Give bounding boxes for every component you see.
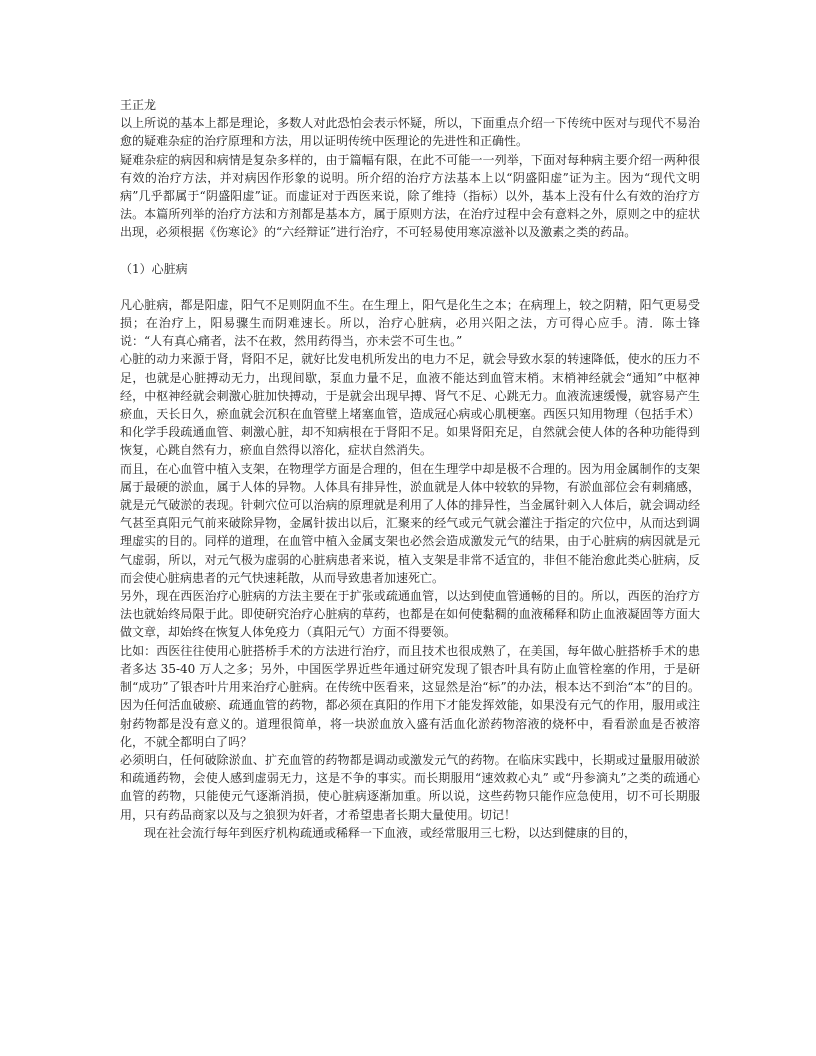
document-page: [120, 96, 700, 842]
body-paragraph: 必须明白，任何破除淤血、扩充血管的药物都是调动或激发元气的药物。在临床实践中，长期或过量服用破淤和疏通药物，会使人感到虚弱无力，这是不争的事实。而长期服用“速效救心丸” 或“丹参滴丸”之类的疏通心血管的药物，只能使元气逐渐消损，使心脏病逐渐加重。所以说，这些药物只能作应急使用，切不可长期服用，只有药品商家以及与之狼狈为奸者，才希望患者长期大量使用。切记！: [120, 752, 700, 822]
intro-section: [120, 114, 700, 241]
section-heading: （1）心脏病: [120, 261, 188, 276]
body-section: [120, 296, 700, 842]
body-paragraph: 心脏的动力来源于肾，肾阳不足，就好比发电机所发出的电力不足，就会导致水泵的转速降低，使水的压力不足，也就是心脏搏动无力，出现间歇，泵血力量不足，血液不能达到血管末梢。末梢神经就会“通知”中枢神经，中枢神经就会刺激心脏加快搏动，于是就会出现早搏、肾气不足、心跳无力。血液流速缓慢，就容易产生瘀血，天长日久，瘀血就会沉积在血管壁上堵塞血管，造成冠心病或心肌梗塞。西医只知用物理（包括手术）和化学手段疏通血管、刺激心脏，却不知病根在于肾阳不足。如果肾阳充足，自然就会使人体的各种功能得到恢复，心跳自然有力，瘀血自然得以溶化，症状自然消失。: [120, 352, 700, 458]
body-paragraph: 比如：西医往往使用心脏搭桥手术的方法进行治疗，而且技术也很成熟了，在美国，每年做心脏搭桥手术的患者多达 35-40 万人之多；另外，中国医学界近些年通过研究发现了银杏叶具有防止血管栓塞的作用，于是研制“成功”了银杏叶片用来治疗心脏病。在传统中医看来，这显然是治“标”的办法，根本达不到治“本”的目的。因为任何活血破瘀、疏通血管的药物，都必须在真阳的作用下才能发挥效能，如果没有元气的作用，服用或注射药物都是没有意义的。道理很简单，将一块淤血放入盛有活血化淤药物溶液的烧杯中，看看淤血是否被溶化，不就全都明白了吗？: [120, 643, 700, 749]
author-name: 王正龙: [120, 98, 157, 112]
body-paragraph: 凡心脏病，都是阳虚，阳气不足则阴血不生。在生理上，阳气是化生之本；在病理上，较之阴精，阳气更易受损；在治疗上，阳易骤生而阴难速长。所以，治疗心脏病，必用兴阳之法，方可得心应手。清．陈士锋说：“人有真心痛者，法不在救，然用药得当，亦未尝不可生也。”: [120, 297, 700, 349]
intro-paragraph: 疑难杂症的病因和病情是复杂多样的，由于篇幅有限，在此不可能一一列举，下面对每种病主要介绍一两种很有效的治疗方法，并对病因作形象的说明。所介绍的治疗方法基本上以“阴盛阳虚”证为主。因为“现代文明病”几乎都属于“阴盛阳虚”证。而虚证对于西医来说，除了维持（指标）以外，基本上没有什么有效的治疗方法。本篇所列举的治疗方法和方剂都是基本方，属于原则方法，在治疗过程中会有意料之外，原则之中的症状出现，必须根据《伤寒论》的“六经辩证”进行治疗，不可轻易使用寒凉滋补以及激素之类的药品。: [120, 152, 700, 240]
closing-paragraph: 现在社会流行每年到医疗机构疏通或稀释一下血液，或经常服用三七粉，以达到健康的目的，: [144, 825, 637, 840]
body-paragraph: 另外，现在西医治疗心脏病的方法主要在于扩张或疏通血管，以达到使血管通畅的目的。所以，西医的治疗方法也就始终局限于此。即使研究治疗心脏病的草药，也都是在如何使黏稠的血液稀释和防止血液凝固等方面大做文章，却始终在恢复人体免疫力（真阳元气）方面不得要领。: [120, 589, 700, 640]
intro-paragraph: 以上所说的基本上都是理论，多数人对此恐怕会表示怀疑，所以，下面重点介绍一下传统中医对与现代不易治愈的疑难杂症的治疗原理和方法，用以证明传统中医理论的先进性和正确性。: [120, 116, 700, 149]
body-paragraph: 而且，在心血管中植入支架，在物理学方面是合理的，但在生理学中却是极不合理的。因为用金属制作的支架属于最硬的淤血，属于人体的异物。人体具有排异性，淤血就是人体中较软的异物，有淤血部位会有刺痛感，就是元气破淤的表现。针刺穴位可以治病的原理就是利用了人体的排异性，当金属针刺入人体后，就会调动经气甚至真阳元气前来破除异物，金属针拔出以后，汇聚来的经气或元气就会灌注于指定的穴位中，从而达到调理虚实的目的。同样的道理，在血管中植入金属支架也必然会造成激发元气的结果，由于心脏病的病因就是元气虚弱，所以，对元气极为虚弱的心脏病患者来说，植入支架是非常不适宜的，非但不能治愈此类心脏病，反而会使心脏病患者的元气快速耗散，从而导致患者加速死亡。: [120, 461, 700, 585]
